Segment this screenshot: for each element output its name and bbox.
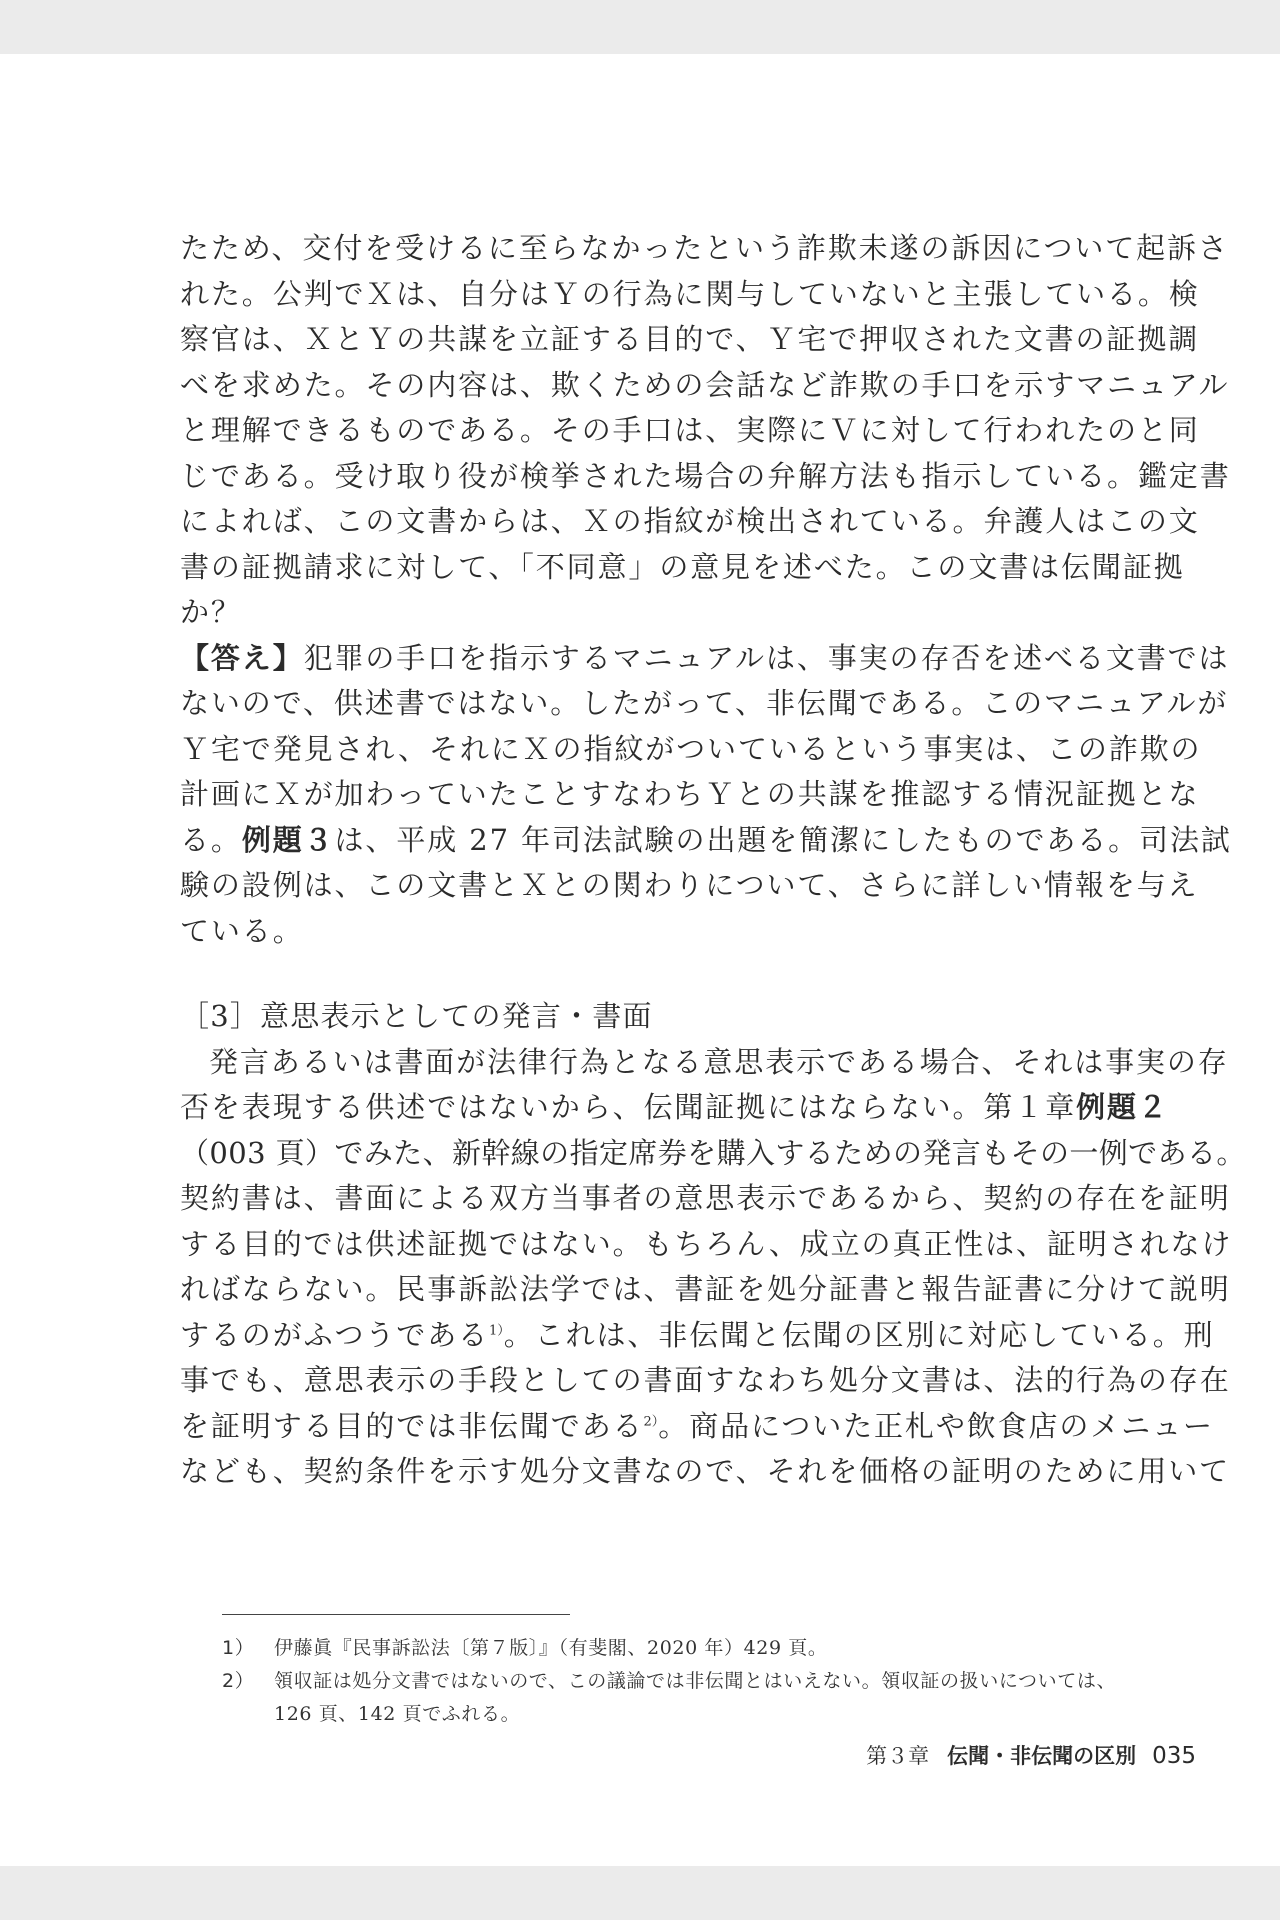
text-line: ている。 — [180, 913, 304, 948]
text-span: 。これは、非伝聞と伝聞の区別に対応している。刑 — [503, 1317, 1215, 1352]
chapter-title: 伝聞・非伝聞の区別 — [947, 1744, 1137, 1768]
text-line: 事でも、意思表示の手段としての書面すなわち処分文書は、法的行為の存在 — [180, 1363, 1231, 1397]
text-line: 発言あるいは書面が法律行為となる意思表示である場合、それは事実の存 — [209, 1044, 1229, 1079]
footnote-item — [222, 1665, 1142, 1731]
text-span: 否を表現する供述ではないから、伝聞証拠にはならない。第１章 — [180, 1090, 1077, 1124]
text-line: なども、契約条件を示す処分文書なので、それを価格の証明のために用いて — [180, 1454, 1231, 1488]
example-ref: 例題２ — [1076, 1090, 1169, 1124]
text-span: 。商品についた正札や飲食店のメニュー — [658, 1408, 1214, 1443]
text-line: と理解できるものである。その手口は、実際にＶに対して行われたのと同 — [180, 413, 1200, 447]
text-line: たため、交付を受けるに至らなかったという詐欺未遂の訴因について起訴さ — [180, 231, 1229, 265]
text-line: か？ — [180, 595, 242, 629]
footnote-number: 2） — [222, 1670, 255, 1692]
page-number: 035 — [1152, 1743, 1196, 1769]
answer-line — [180, 636, 1230, 682]
text-span: するのがふつうである — [180, 1317, 490, 1352]
footnotes — [222, 1632, 1142, 1731]
section-heading: ［3］意思表示としての発言・書面 — [180, 999, 653, 1033]
answer-text: 犯罪の手口を指示するマニュアルは、事実の存否を述べる文書では — [303, 640, 1230, 675]
footnote-text: 伊藤眞『民事訴訟法〔第７版〕』（有斐閣、2020 年）429 頁。 — [274, 1637, 828, 1659]
text-line: 契約書は、書面による双方当事者の意思表示であるから、契約の存在を証明 — [180, 1181, 1231, 1215]
footnote-divider — [222, 1614, 570, 1615]
text-line — [180, 1085, 1169, 1131]
text-line: （003 頁）でみた、新幹線の指定席券を購入するための発言もその一例である。 — [180, 1135, 1246, 1170]
text-line: によれば、この文書からは、Ｘの指紋が検出されている。弁護人はこの文 — [180, 504, 1200, 538]
text-line: Ｙ宅で発見され、それにＸの指紋がついているという事実は、この詐欺の — [180, 731, 1202, 766]
text-span: る。 — [180, 822, 242, 857]
text-line: れた。公判でＸは、自分はＹの行為に関与していないと主張している。検 — [180, 276, 1200, 311]
footnote-item — [222, 1632, 1142, 1665]
chapter-label: 第３章 — [866, 1744, 930, 1768]
text-line: べを求めた。その内容は、欺くための会話など詐欺の手口を示すマニュアル — [180, 367, 1230, 402]
footnote-text: 領収証は処分文書ではないので、この議論では非伝聞とはいえない。領収証の扱いについては、126 頁、142 頁でふれる。 — [274, 1670, 1117, 1725]
footnote-ref-1: 1） — [489, 1322, 504, 1338]
text-span: を証明する目的では非伝聞である — [180, 1408, 644, 1443]
footnote-ref-2: 2） — [643, 1413, 659, 1429]
book-page — [0, 54, 1280, 1866]
text-line: 書の証拠請求に対して、「不同意」の意見を述べた。この文書は伝聞証拠 — [180, 549, 1185, 584]
text-span: は、平成 27 年司法試験の出題を簡潔にしたものである。司法試 — [334, 822, 1232, 857]
main-text — [180, 226, 1246, 1495]
example-ref: 例題３ — [241, 822, 335, 857]
text-line — [180, 1313, 1215, 1359]
text-line: じである。受け取り役が検挙された場合の弁解方法も指示している。鑑定書 — [180, 458, 1231, 493]
answer-label: 【答え】 — [180, 640, 304, 675]
footnote-number: 1） — [222, 1637, 255, 1659]
text-line: ないので、供述書ではない。したがって、非伝聞である。このマニュアルが — [180, 686, 1229, 720]
running-footer — [866, 1740, 1196, 1770]
text-line: 計画にＸが加わっていたことすなわちＹとの共謀を推認する情況証拠とな — [180, 777, 1200, 811]
text-line: ればならない。民事訴訟法学では、書証を処分証書と報告証書に分けて説明 — [180, 1272, 1231, 1306]
text-line — [180, 818, 1232, 864]
text-line: 験の設例は、この文書とＸとの関わりについて、さらに詳しい情報を与え — [180, 868, 1199, 902]
text-line: 察官は、ＸとＹの共謀を立証する目的で、Ｙ宅で押収された文書の証拠調 — [180, 322, 1200, 356]
text-line — [180, 1404, 1214, 1450]
text-line: する目的では供述証拠ではない。もちろん、成立の真正性は、証明されなけ — [180, 1226, 1233, 1261]
